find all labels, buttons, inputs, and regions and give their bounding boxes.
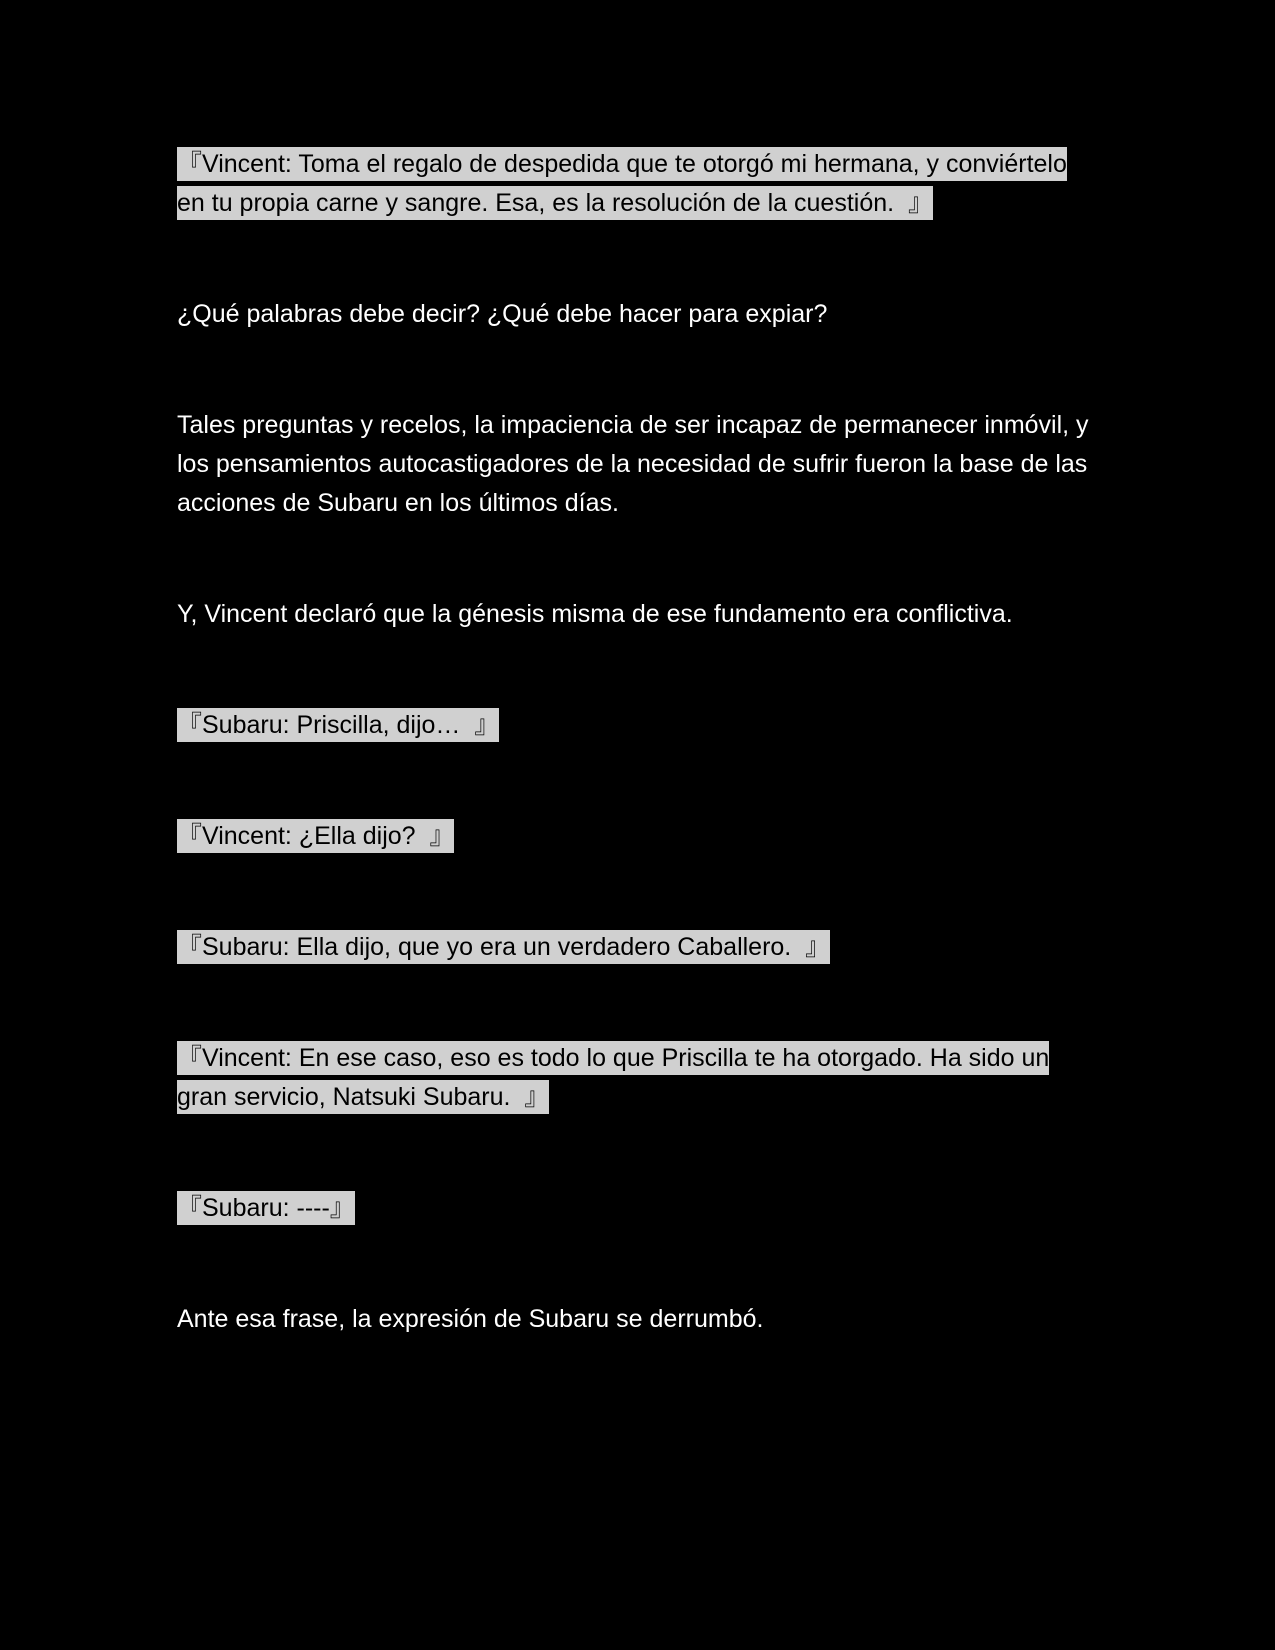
dialogue-text: 『Subaru: Ella dijo, que yo era un verdadero Caballero. 』 — [177, 930, 830, 964]
dialogue-text: 『Subaru: Priscilla, dijo… 』 — [177, 708, 499, 742]
narration-questions: ¿Qué palabras debe decir? ¿Qué debe hacer para expiar? — [177, 300, 828, 328]
dialogue-text: 『Vincent: ¿Ella dijo? 』 — [177, 819, 454, 853]
dialogue-subaru-silence — [177, 1189, 1097, 1228]
dialogue-text: 『Subaru: ----』 — [177, 1191, 355, 1225]
dialogue-text: 『Vincent: Toma el regalo de despedida que te otorgó mi hermana, y conviértelo en tu propia carne y sangre. Esa, es la resolución de la cuestión. 』 — [177, 147, 1067, 220]
dialogue-text: 『Vincent: En ese caso, eso es todo lo que Priscilla te ha otorgado. Ha sido un gran servicio, Natsuki Subaru. 』 — [177, 1041, 1049, 1114]
narration-collapse: Ante esa frase, la expresión de Subaru se derrumbó. — [177, 1305, 764, 1333]
narration-doubts: Tales preguntas y recelos, la impaciencia de ser incapaz de permanecer inmóvil, y los pensamientos autocastigadores de la necesidad de sufrir fueron la base de las acciones de Subaru en los últimos días. — [177, 411, 1089, 517]
narration-genesis: Y, Vincent declaró que la génesis misma de ese fundamento era conflictiva. — [177, 600, 1013, 628]
dialogue-subaru-knight — [177, 928, 1097, 967]
dialogue-vincent-question — [177, 817, 1097, 856]
text-body — [177, 145, 1097, 1411]
dialogue-subaru-priscilla — [177, 706, 1097, 745]
dialogue-vincent-service — [177, 1039, 1097, 1117]
dialogue-vincent-gift — [177, 145, 1097, 223]
